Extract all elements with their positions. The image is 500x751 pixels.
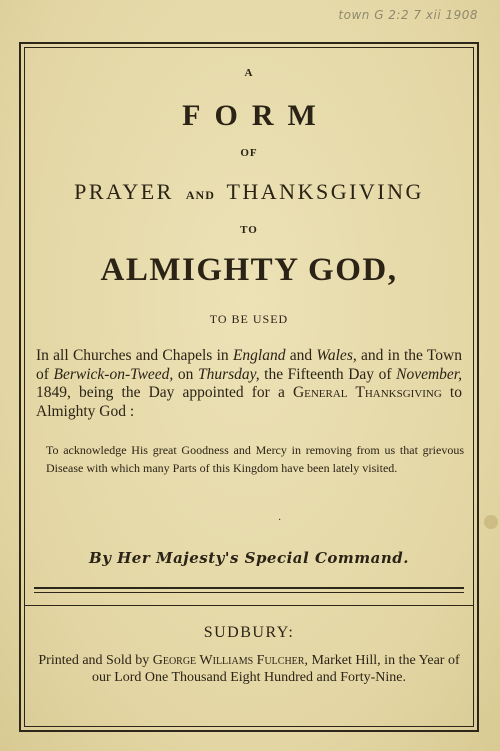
thick-rule — [34, 587, 464, 589]
occasion-berwick: Berwick-on-Tweed, — [53, 365, 174, 383]
occasion-text-5: the Fifteenth Day of — [259, 365, 397, 383]
occasion-text-7: to Almighty God : — [36, 384, 462, 420]
imprint-text — [30, 652, 468, 686]
title-prayer: PRAYER — [74, 179, 174, 204]
occasion-text-3: and in the Town of — [36, 347, 462, 383]
title-of: OF — [240, 147, 258, 159]
title-and: AND — [185, 188, 215, 202]
title-form: FORM — [182, 99, 330, 132]
imprint-text-1: Printed and Sold by — [38, 653, 153, 668]
occasion-thursday: Thursday, — [197, 365, 260, 383]
title-thanksgiving: THANKSGIVING — [226, 179, 424, 204]
pencil-annotation: town G 2:2 7 xii 1908 — [338, 8, 478, 22]
paper-stain — [484, 515, 498, 529]
occasion-november: November, — [396, 365, 462, 383]
title-article: A — [244, 67, 254, 79]
occasion-text-4: on — [173, 365, 198, 383]
title-almighty-god: ALMIGHTY GOD, — [100, 252, 398, 288]
occasion-paragraph — [36, 347, 462, 421]
imprint-rule — [24, 605, 474, 606]
purpose-paragraph: To acknowledge His great Goodness and Mercy in removing from us that grievous Disease with which many Parts of this Kingdom have been lately visited. — [46, 443, 464, 475]
occasion-wales: Wales, — [316, 347, 357, 364]
imprint-text-2: Market Hill, in the Year of our Lord One Thousand Eight Hundred and Forty-Nine. — [92, 653, 460, 685]
print-speck: · — [278, 515, 282, 526]
occasion-general-thanksgiving: General Thanksgiving — [292, 384, 442, 401]
title-page — [24, 47, 474, 727]
title-to-be-used: TO BE USED — [209, 312, 289, 326]
thin-rule — [34, 592, 464, 593]
royal-command: By Her Majesty's Special Command. — [89, 549, 409, 567]
title-to: TO — [240, 224, 258, 236]
occasion-england: England — [232, 347, 286, 364]
occasion-text-2: and — [285, 347, 317, 364]
occasion-text-1: In all Churches and Chapels in — [36, 347, 233, 364]
title-prayer-line — [24, 179, 474, 205]
occasion-text-6: 1849, being the Day appointed for a — [36, 384, 293, 401]
imprint-printer: George Williams Fulcher, — [152, 653, 308, 668]
imprint-place: SUDBURY: — [203, 624, 295, 641]
